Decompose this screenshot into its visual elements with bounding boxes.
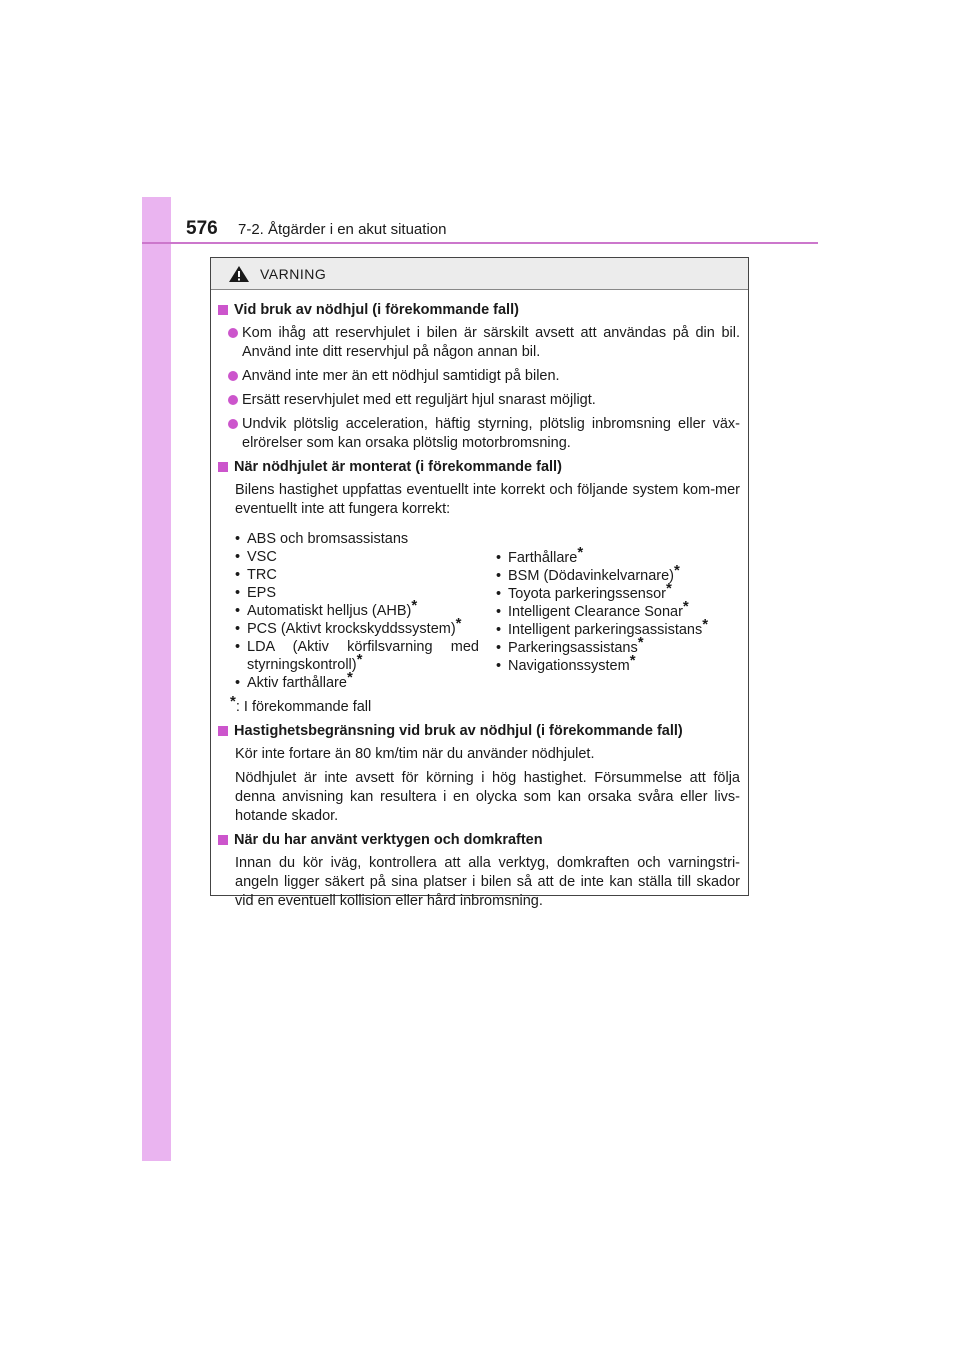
list-item: • Intelligent Clearance Sonar* [496,598,689,620]
footnote-asterisk: * [682,598,689,615]
bullet-text: Kom ihåg att reservhjulet i bilen är särskilt avsett att användas på din bil. Använd inte ditt reservhjul på någon annan bil. [242,325,740,360]
section-heading [218,722,740,741]
list-item [218,415,740,453]
square-bullet-icon [218,726,228,736]
list-item: • EPS [235,585,277,601]
footnote-asterisk: * [702,616,709,633]
bullet-text: Använd inte mer än ett nödhjul samtidigt på bilen. [242,368,560,384]
section-heading [218,458,740,477]
paragraph: Nödhjulet är inte avsett för körning i hög hastighet. Försummelse att följa denna anvisning kan resultera i en olycka som kan orsaka svåra eller livs-hotande skador. [235,770,740,824]
list-item: • ABS och bromsassistans [235,531,409,547]
footnote-asterisk: * [674,562,680,579]
list-item: • Automatiskt helljus (AHB)* [235,597,418,619]
footnote-asterisk: * [356,651,363,668]
list-item: • Aktiv farthållare* [235,669,353,691]
chapter-side-tab [142,197,171,1161]
section-heading [218,831,740,850]
list-item: • BSM (Dödavinkelvarnare)* [496,562,680,584]
list-item [218,324,740,362]
list-item: • TRC [235,567,277,583]
paragraph: Bilens hastighet uppfattas eventuellt inte korrekt och följande system kom-mer eventuellt inte att fungera korrekt: [235,482,740,517]
heading-text: När nödhjulet är monterat (i förekommande fall) [234,459,562,475]
footnote-text: : I förekommande fall [235,699,372,715]
footnote-asterisk: * [230,693,236,710]
footnote-asterisk: * [629,652,636,669]
list-item: • Navigationssystem* [496,652,636,674]
paragraph: Kör inte fortare än 80 km/tim när du använder nödhjulet. [235,746,595,762]
footnote-asterisk: * [411,597,418,614]
list-item: • LDA (Aktiv körfilsvarning med styrningskontroll)* [235,639,479,673]
footnote-asterisk: * [577,544,584,561]
footnote [218,693,740,717]
list-item: • Toyota parkeringssensor* [496,580,672,602]
bullet-text: Undvik plötslig acceleration, häftig styrning, plötslig inbromsning eller väx-elrörelser som kan orsaka plötslig motorbromsning. [242,416,740,451]
page-header [142,204,818,244]
heading-text: När du har använt verktygen och domkraften [234,832,543,848]
bullet-text: Ersätt reservhjulet med ett reguljärt hjul snarast möjligt. [242,392,596,408]
square-bullet-icon [218,462,228,472]
heading-text: Hastighetsbegränsning vid bruk av nödhjul (i förekommande fall) [234,723,683,739]
round-bullet-icon [228,395,238,405]
systems-column-left [235,530,487,692]
header-rule [142,242,818,244]
list-item: • VSC [235,549,277,565]
warning-header [211,258,748,290]
warning-label: VARNING [260,265,327,282]
list-item [218,367,740,386]
heading-text: Vid bruk av nödhjul (i förekommande fall) [234,302,519,318]
round-bullet-icon [228,371,238,381]
list-item [218,391,740,410]
square-bullet-icon [218,835,228,845]
footnote-asterisk: * [665,580,672,597]
footnote-asterisk: * [637,634,644,651]
page-number: 576 [186,218,218,239]
footnote-asterisk: * [346,669,353,686]
square-bullet-icon [218,305,228,315]
list-item: • Parkeringsassistans* [496,634,644,656]
warning-content [211,290,748,911]
list-item: • Intelligent parkeringsassistans* [496,616,709,638]
round-bullet-icon [228,419,238,429]
list-item: • Farthållare* [496,544,584,566]
footnote-asterisk: * [455,615,462,632]
list-item: • PCS (Aktivt krockskyddssystem)* [235,615,462,637]
systems-list [218,530,740,692]
systems-column-right [487,530,740,692]
section-title: 7-2. Åtgärder i en akut situation [238,221,447,238]
warning-triangle-icon [228,265,250,283]
section-heading [218,301,740,320]
warning-box [210,257,749,909]
round-bullet-icon [228,328,238,338]
paragraph: Innan du kör iväg, kontrollera att alla verktyg, domkraften och varningstri-angeln ligger säkert på sina platser i bilen så att de inte kan ställa till skador vid en eventuell kollision eller hård inbromsning. [235,855,740,909]
